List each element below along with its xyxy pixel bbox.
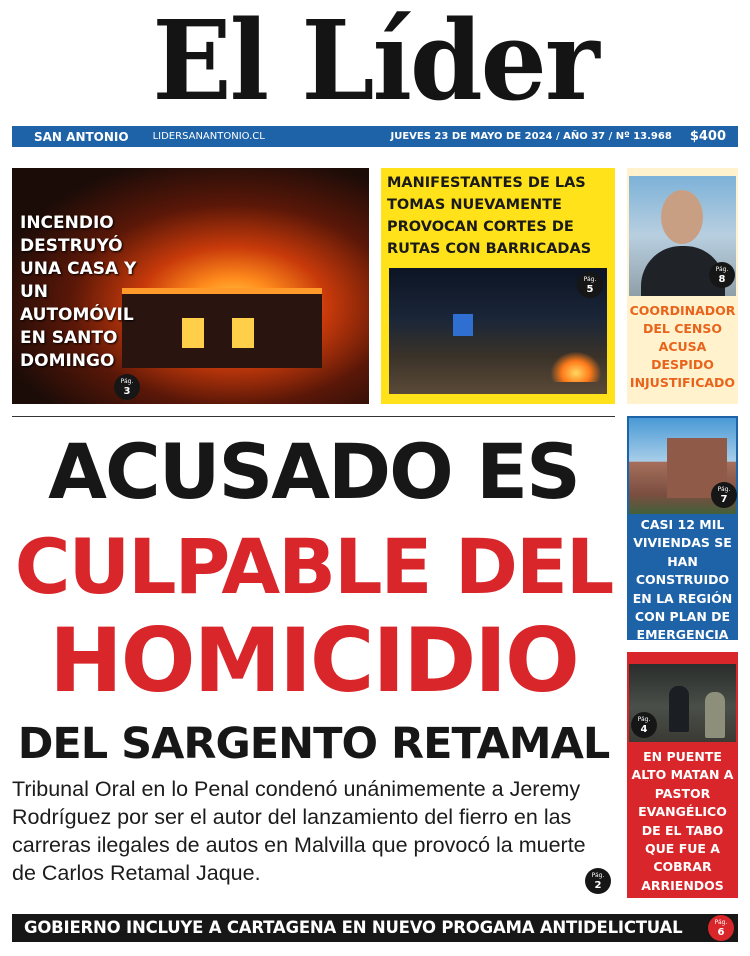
bottom-headline: GOBIERNO INCLUYE A CARTAGENA EN NUEVO PROGAMA ANTIDELICTUAL — [24, 918, 683, 937]
page-badge — [708, 915, 734, 941]
page-badge-number: 5 — [586, 284, 594, 295]
website-link[interactable]: LIDERSANANTONIO.CL — [152, 131, 265, 142]
page-badge — [577, 272, 603, 298]
bottom-headline-strip[interactable] — [12, 914, 738, 942]
portrait-face — [661, 190, 703, 244]
fire-window — [182, 318, 204, 348]
page-badge-number: 4 — [640, 724, 648, 735]
main-story-lede: Tribunal Oral en lo Penal condenó unánimemente a Jeremy Rodríguez por ser el autor del lanzamiento del fierro en las carreras ilegales de autos en Malvilla que provocó la muerte de Carlos Retamal Jaque. — [12, 777, 586, 885]
page-badge-number: 7 — [720, 494, 728, 505]
page-badge-label: Pág. — [714, 919, 728, 926]
page-badge-label: Pág. — [120, 378, 134, 385]
main-headline-line-1: ACUSADO ES — [48, 427, 579, 516]
issue-date: JUEVES 23 DE MAYO DE 2024 / AÑO 37 / Nº 13.968 — [390, 131, 672, 142]
barricade-photo — [389, 268, 607, 394]
masthead — [0, 0, 750, 126]
housing-story[interactable] — [627, 416, 738, 643]
page-badge — [585, 868, 611, 894]
page-badge-label: Pág. — [717, 486, 731, 493]
crime-headline: EN PUENTE ALTO MATAN A PASTOR EVANGÉLICO DE EL TABO QUE FUE A COBRAR ARRIENDOS — [631, 749, 734, 893]
dateline-bar — [12, 126, 738, 147]
fire-headline: INCENDIO DESTRUYÓ UNA CASA Y UN AUTOMÓVIL EN SANTO DOMINGO — [20, 213, 137, 371]
page-badge-label: Pág. — [637, 716, 651, 723]
pdi-officer-figure — [705, 692, 725, 738]
main-headline-line-4: DEL SARGENTO RETAMAL — [17, 719, 610, 769]
fire-story[interactable] — [12, 168, 369, 404]
page-badge-label: Pág. — [591, 872, 605, 879]
fire-window — [232, 318, 254, 348]
protest-story[interactable] — [381, 168, 615, 404]
housing-headline: CASI 12 MIL VIVIENDAS SE HAN CONSTRUIDO EN LA REGIÓN CON PLAN DE EMERGENCIA — [632, 517, 733, 643]
page-badge — [709, 262, 735, 288]
protest-headline: MANIFESTANTES DE LAS TOMAS NUEVAMENTE PROVOCAN CORTES DE RUTAS CON BARRICADAS — [387, 175, 592, 257]
page-badge-number: 8 — [718, 274, 726, 285]
page-badge-number: 2 — [594, 880, 602, 891]
issue-price: $400 — [689, 129, 726, 144]
census-headline: COORDINADOR DEL CENSO ACUSA DESPIDO INJUSTIFICADO — [629, 303, 736, 390]
page-badge-label: Pág. — [715, 266, 729, 273]
newspaper-logo: El Líder — [152, 0, 598, 126]
edition-location: SAN ANTONIO — [34, 129, 129, 144]
page-badge-number: 3 — [123, 386, 131, 397]
census-story[interactable] — [627, 168, 738, 404]
section-divider — [12, 416, 615, 417]
officer-figure — [669, 686, 689, 732]
page-badge-label: Pág. — [583, 276, 597, 283]
page-badge — [711, 482, 737, 508]
page-badge — [114, 374, 140, 400]
page-badge — [631, 712, 657, 738]
page-badge-number: 6 — [717, 927, 725, 938]
road-sign-icon — [453, 314, 473, 336]
main-headline-line-3: HOMICIDIO — [49, 609, 578, 712]
main-headline-line-2: CULPABLE DEL — [14, 522, 613, 611]
barricade-fire-image — [551, 352, 601, 382]
crime-story[interactable] — [627, 652, 738, 898]
